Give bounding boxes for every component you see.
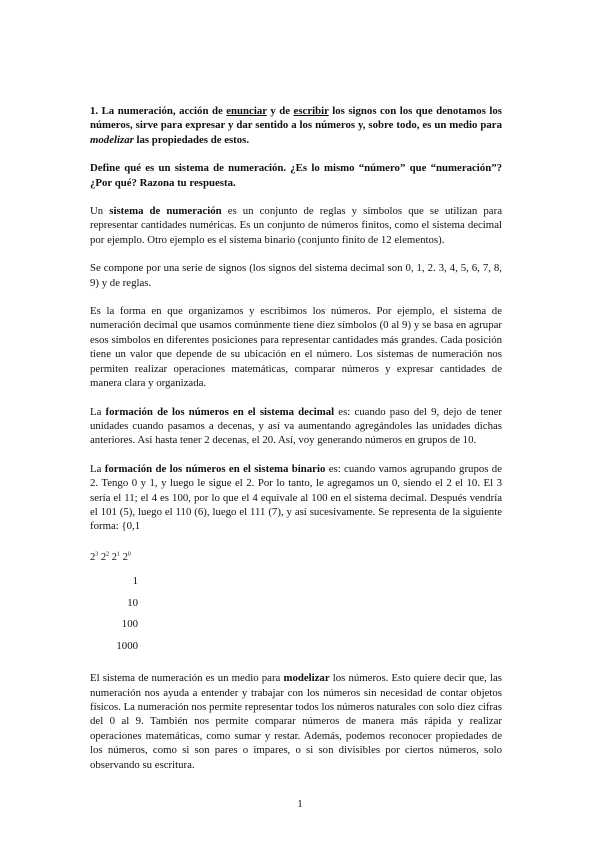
power-term: $2^0$ bbox=[122, 551, 131, 564]
q1-text-3: los signos con los que denotamos los números, sirve para expresar y dar sentido a los números y, sobre todo, es un medio para bbox=[90, 105, 502, 132]
page-number: 1 bbox=[297, 798, 303, 810]
q1-text-4: las propiedades de estos. bbox=[133, 133, 250, 146]
q1-underlined-enunciar: enunciar bbox=[226, 105, 267, 117]
para4-bold: formación de los números en el sistema decimal bbox=[105, 405, 335, 418]
binary-value: 100 bbox=[121, 618, 138, 631]
paragraph-decimal bbox=[90, 405, 502, 448]
paragraph-modelize bbox=[90, 671, 502, 772]
q1-text-1: 1. La numeración, acción de bbox=[90, 105, 227, 117]
paragraph-signs: Se compone por una serie de signos (los signos del sistema decimal son 0, 1, 2. 3, 4, 5, 6, 7, 8, 9) y de reglas. bbox=[90, 262, 502, 289]
para4-post: es: cuando paso del 9, dejo de tener unidades cuando pasamos a decenas, y así va aumentando agregándoles las unidades dichas anteriores. Así hasta tener 2 decenas, el 20. Así, voy generando números en grupos de 10. bbox=[90, 405, 502, 447]
question-2: Define qué es un sistema de numeración. ¿Es lo mismo “número” que “numeración”? ¿Por qué? Razona tu respuesta. bbox=[90, 162, 502, 189]
paragraph-organization: Es la forma en que organizamos y escribimos los números. Por ejemplo, el sistema de numeración decimal que usamos comúnmente tiene diez símbolos (0 al 9) y se basa en agrupar esos símbolos en diferentes posiciones para representar cantidades más grandes. Cada posición tiene un valor que depende de su ubicación en el número. Los sistemas de numeración nos permiten realizar operaciones matemáticas, comparar números y expresar cantidades de manera clara y organizada. bbox=[90, 305, 502, 390]
q1-italic-modelizar: modelizar bbox=[90, 133, 134, 146]
binary-value: 10 bbox=[127, 596, 138, 609]
para5-bold: formación de los números en el sistema binario bbox=[104, 462, 326, 475]
para6-bold: modelizar bbox=[283, 672, 330, 685]
power-term: $2^3$ bbox=[90, 551, 99, 564]
power-term: $2^2$ bbox=[100, 551, 110, 564]
binary-powers-row bbox=[90, 548, 502, 566]
binary-value: 1000 bbox=[116, 639, 138, 652]
para6-pre: El sistema de numeración es un medio para bbox=[90, 672, 284, 685]
para1-pre: Un bbox=[90, 205, 110, 218]
question-1 bbox=[90, 104, 502, 147]
power-term: $2^1$ bbox=[111, 551, 120, 564]
document-page bbox=[90, 104, 502, 772]
para5-pre: La bbox=[90, 462, 105, 475]
binary-value: 1 bbox=[132, 575, 138, 588]
binary-values-list bbox=[90, 571, 138, 657]
q1-text-2: y de bbox=[266, 105, 294, 117]
para4-pre: La bbox=[90, 405, 106, 418]
paragraph-definition bbox=[90, 204, 502, 247]
para6-post: los números. Esto quiere decir que, las numeración nos ayuda a entender y trabajar con los números sin necesidad de contar objetos físicos. La numeración nos permite representar todos los números naturales con solo diez cifras del 0 al 9. También nos permite comparar números de manera más rápida y realizar operaciones matemáticas, como sumar y restar. Además, podemos reconocer propiedades de los números, como si son pares o impares, o si son divisibles por ciertos números, solo observando su escritura. bbox=[90, 672, 502, 771]
paragraph-binary bbox=[90, 462, 502, 534]
q1-underlined-escribir: escribir bbox=[293, 105, 329, 117]
para1-post: es un conjunto de reglas y símbolos que se utilizan para representar cantidades numéricas. Es un conjunto de números finitos, como el sistema decimal por ejemplo. Otro ejemplo es el sistema binario (conjunto finito de 12 elementos). bbox=[90, 205, 502, 246]
para1-bold: sistema de numeración bbox=[109, 205, 222, 218]
para5-post: es: cuando vamos agrupando grupos de 2. Tengo 0 y 1, y luego le sigue el 2. Por lo tanto, le agregamos un 0, siendo el 2 el 10. El 3 sería el 11; el 4 es 100, por lo que el 4 equivale al 100 en el sistema decimal. Después vendría el 101 (5), luego el 110 (6), luego el 111 (7), y así sucesivamente. Se representa de la siguiente forma: {0,1 bbox=[90, 462, 502, 533]
